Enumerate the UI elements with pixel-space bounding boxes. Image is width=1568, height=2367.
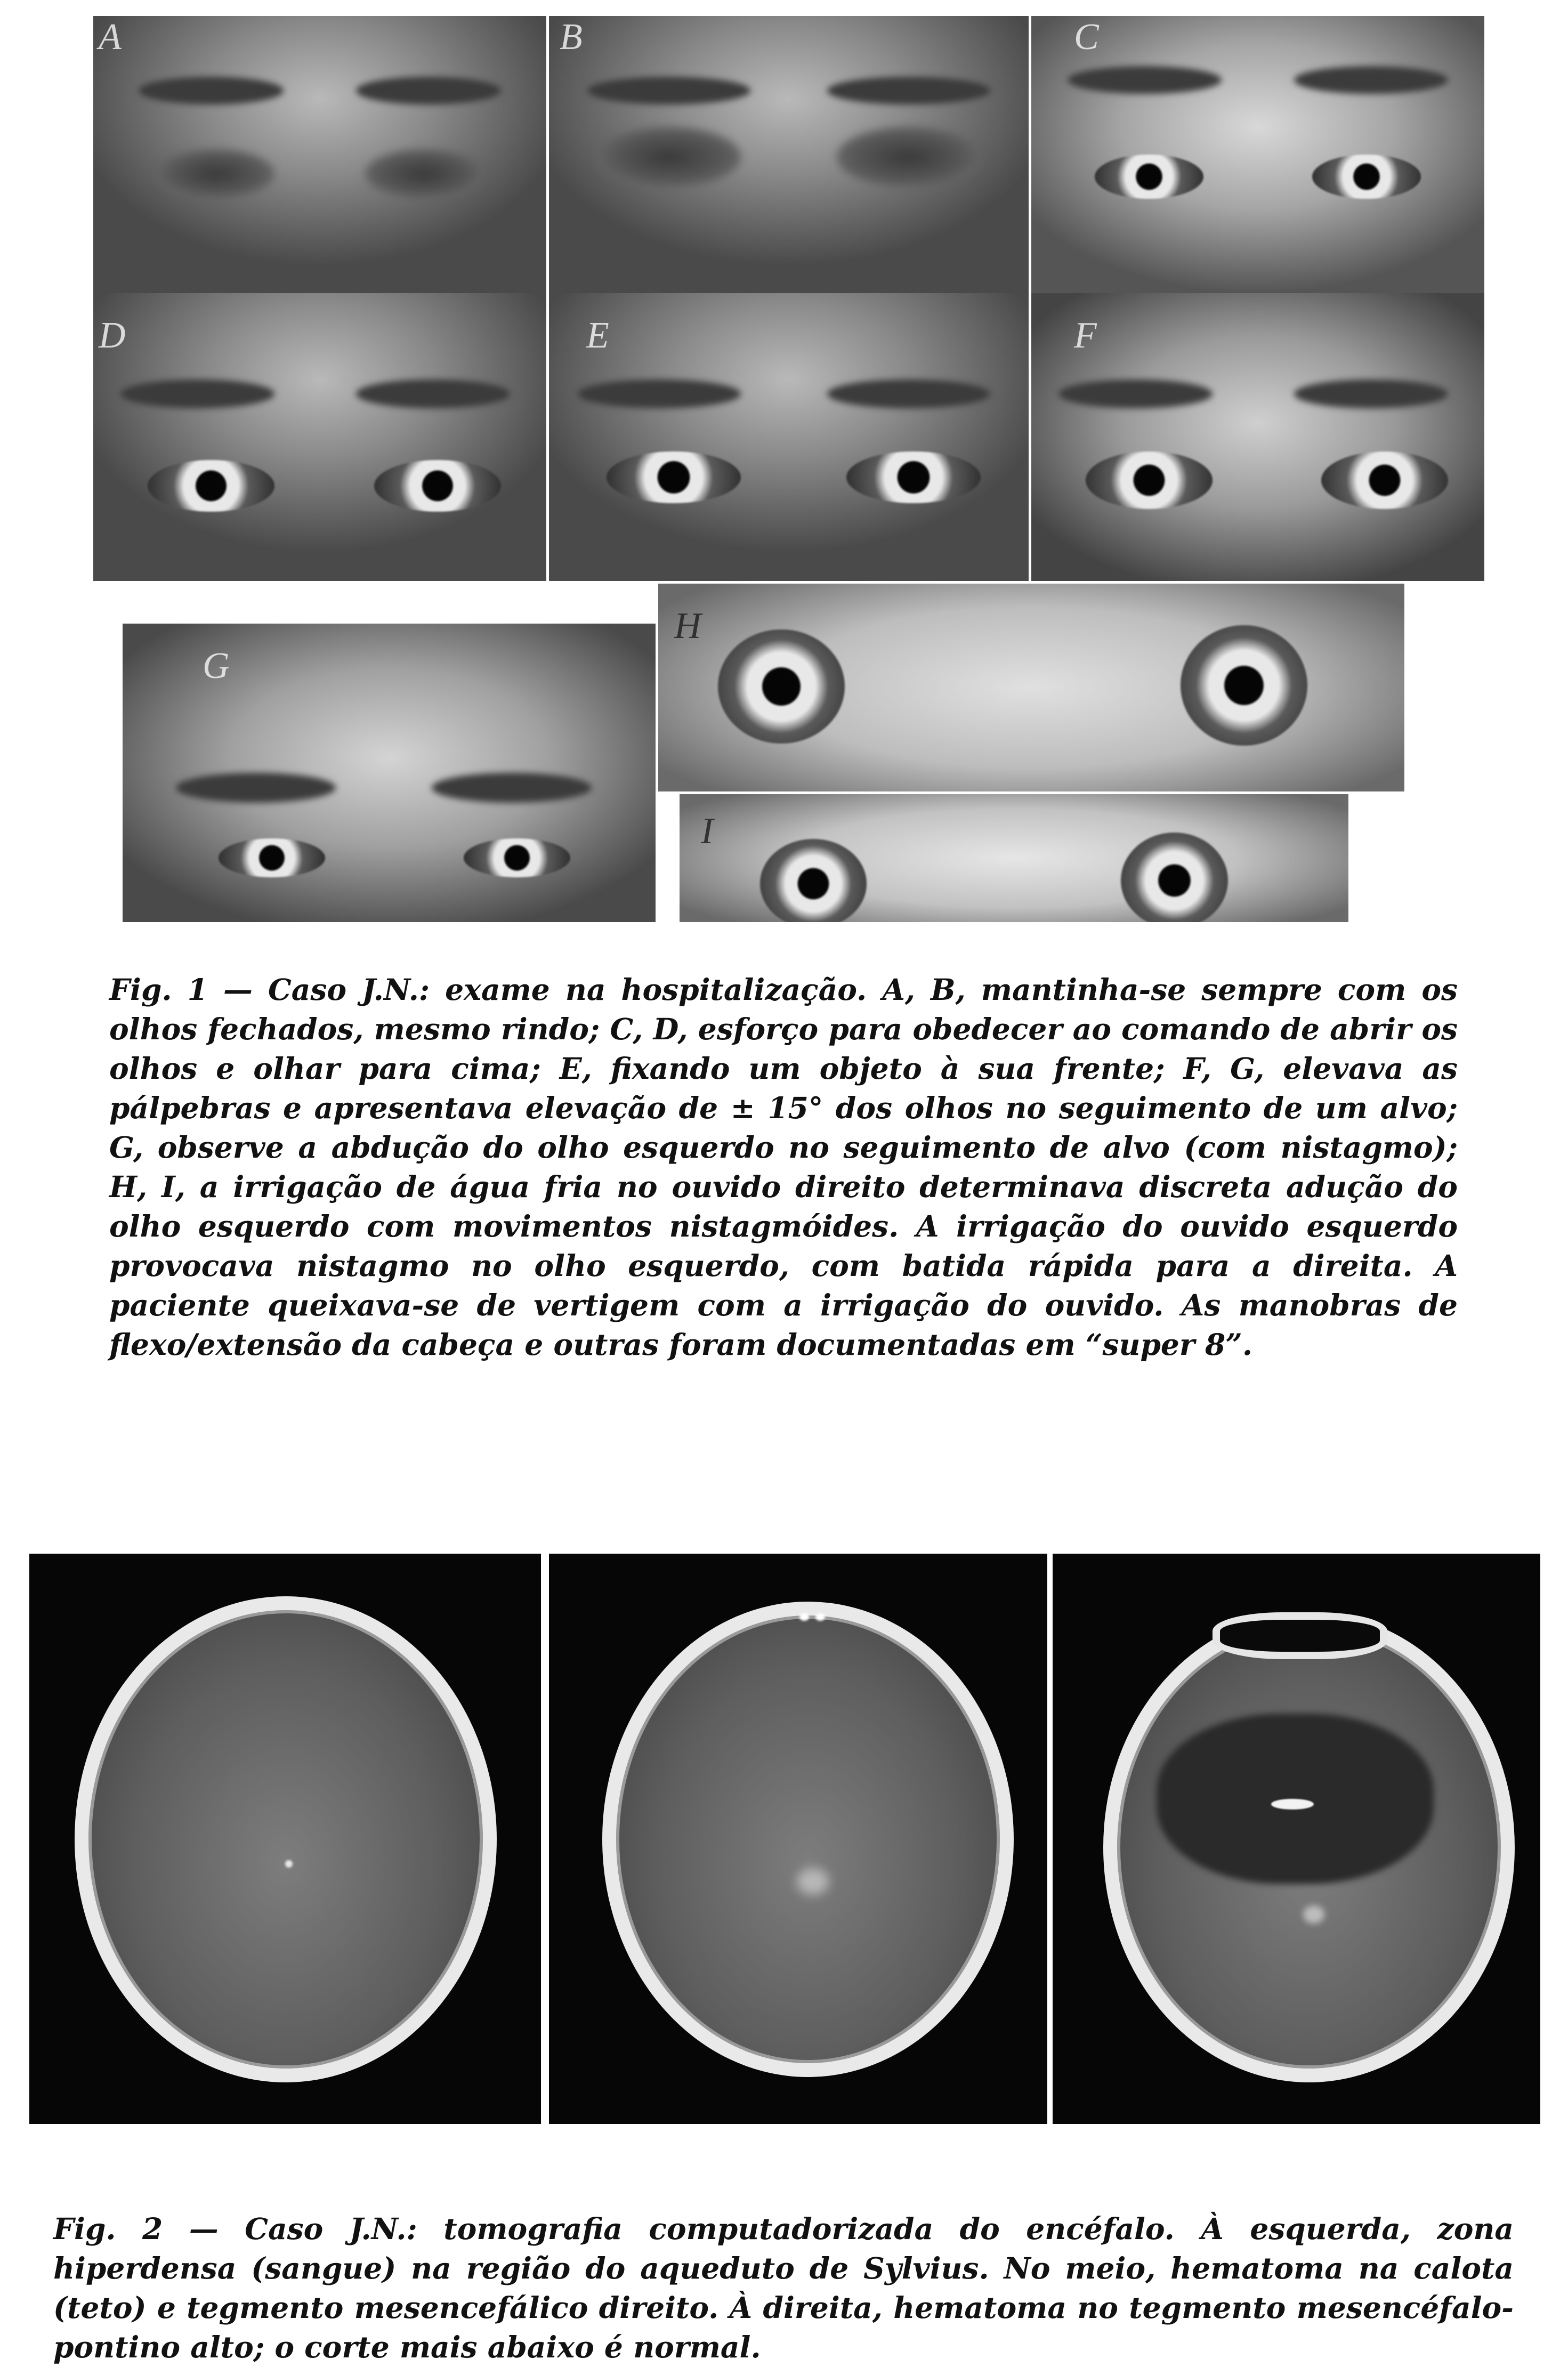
panel-label: A — [99, 17, 122, 58]
photo-panel-g — [123, 624, 656, 922]
photo-panel-b — [549, 16, 1029, 293]
photo-panel-i — [680, 794, 1348, 922]
caption-text: — Caso J.N.: tomografia computadorizada do encéfalo. À esquerda, zona hiperdensa (sangue) na região do aqueduto de Sylvius. No meio, hematoma na calota (teto) e tegmento mesencefálico direito. À direita, hematoma no tegmento mesencéfalo-pontino alto; o corte mais abaixo é normal. — [53, 2211, 1514, 2364]
photo-panel-d — [93, 293, 546, 581]
panel-label: B — [560, 17, 583, 58]
panel-label: D — [99, 315, 126, 356]
caption-text: — Caso J.N.: exame na hospitalização. A, B, mantinha-se sempre com os olhos fechados, mesmo rindo; C, D, esforço para obedecer ao comando de abrir os olhos e olhar para cima; E, fixando um objeto à sua frente; F, G, elevava as pálpebras e apresentava elevação de ± 15° dos olhos no seguimento de um alvo; G, observe a abdução do olho esquerdo no seguimento de alvo (com nistagmo); H, I, a irrigação de água fria no ouvido direito determinava discreta adução do olho esquerdo com movimentos nistagmóides. A irrigação do ouvido esquerdo provocava nistagmo no olho esquerdo, com batida rápida para a direita. A paciente queixava-se de vertigem com a irrigação do ouvido. As manobras de flexo/extensão da cabeça e outras foram documentadas em “super 8”. — [109, 972, 1458, 1362]
figure-1-caption — [109, 970, 1458, 1364]
panel-label: H — [674, 605, 701, 647]
panel-label: G — [203, 645, 230, 686]
ct-scan-middle — [549, 1554, 1047, 2124]
figure-label: Fig. 1 — [109, 972, 208, 1007]
panel-label: C — [1074, 17, 1099, 58]
photo-panel-c — [1031, 16, 1484, 293]
photo-panel-f — [1031, 293, 1484, 581]
figure-label: Fig. 2 — [53, 2211, 163, 2246]
ct-scan-left — [29, 1554, 541, 2124]
panel-label: E — [586, 315, 609, 356]
photo-panel-e — [549, 293, 1029, 581]
ct-scan-right — [1053, 1554, 1540, 2124]
panel-label: I — [701, 811, 714, 852]
photo-panel-h — [658, 584, 1404, 791]
figure-2-caption — [53, 2209, 1514, 2367]
panel-label: F — [1074, 315, 1097, 356]
photo-panel-a — [93, 16, 546, 293]
